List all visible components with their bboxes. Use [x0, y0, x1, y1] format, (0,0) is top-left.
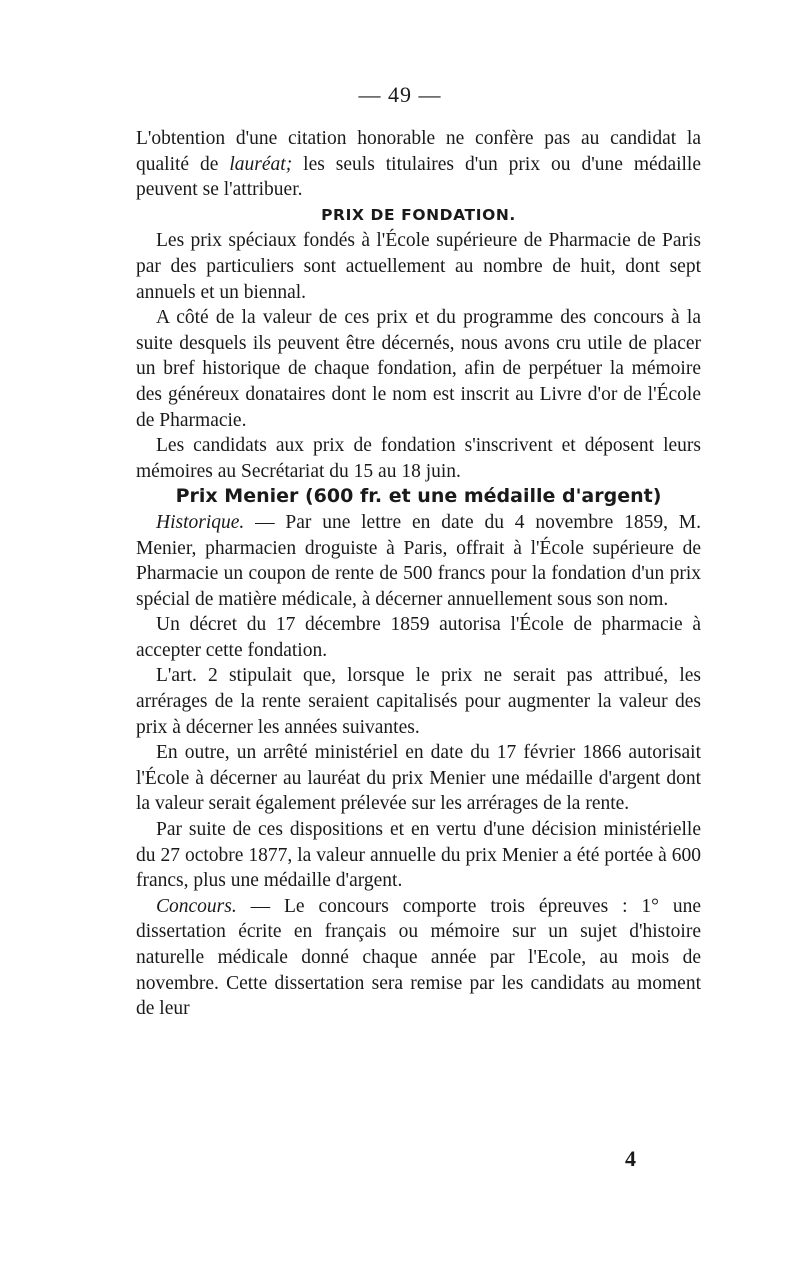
intro-text-b: les seuls titulaires d'un prix ou d'une médaille peuvent se l'attribuer. [136, 153, 702, 201]
fondation-paragraph-2: A côté de la valeur de ces prix et du programme des concours à la suite desquels ils peuvent être décernés, nous avons cru utile de placer un bref historique de chaque fondation, afin de perpétuer la mémoire des généreux donataires dont le nom est inscrit au Livre d'or de l'École de Pharmacie. [136, 307, 701, 431]
fondation-paragraph-1: Les prix spéciaux fondés à l'École supérieure de Pharmacie de Paris par des particuliers sont actuellement au nombre de huit, dont sept annuels et un biennal. [136, 230, 701, 303]
concours-text: — Le concours comporte trois épreuves : 1° une dissertation écrite en français ou mémoire sur un sujet d'histoire naturelle médicale donné chaque année par l'Ecole, au mois de novembre. Cette dissertation sera remise par les candidats au moment de leur [136, 895, 701, 1020]
article-paragraph: L'art. 2 stipulait que, lorsque le prix ne serait pas attribué, les arrérages de la rente seraient capitalisés pour augmenter la valeur des prix à décerner les années suivantes. [136, 665, 701, 738]
intro-paragraph [136, 126, 701, 203]
fondation-paragraph-3: Les candidats aux prix de fondation s'inscrivent et déposent leurs mémoires au Secrétariat du 15 au 18 juin. [136, 435, 701, 482]
arrete-paragraph: En outre, un arrêté ministériel en date du 17 février 1866 autorisait l'École à décerner au lauréat du prix Menier une médaille d'argent dont la valeur serait également prélevée sur les arrérages de la rente. [136, 742, 701, 815]
prix-de-fondation-heading: PRIX DE FONDATION. [321, 205, 516, 224]
historique-label: Historique. [156, 511, 245, 533]
historique-paragraph [136, 510, 701, 612]
decret-paragraph: Un décret du 17 décembre 1859 autorisa l'École de pharmacie à accepter cette fondation. [136, 614, 701, 661]
decision-paragraph: Par suite de ces dispositions et en vertu d'une décision ministérielle du 27 octobre 1877, la valeur annuelle du prix Menier a été portée à 600 francs, plus une médaille d'argent. [136, 819, 701, 892]
prix-menier-heading: Prix Menier (600 fr. et une médaille d'argent) [175, 485, 662, 508]
intro-text-a: L'obtention d'une citation honorable ne confère pas au candidat la qualité de [136, 128, 701, 175]
concours-label: Concours. [156, 895, 237, 917]
page-number: — 49 — [358, 82, 442, 107]
concours-paragraph [136, 894, 701, 1022]
signature-mark: 4 [625, 1146, 636, 1171]
historique-text: — Par une lettre en date du 4 novembre 1859, M. Menier, pharmacien droguiste à Paris, offrait à l'École supérieure de Pharmacie un coupon de rente de 500 francs pour la fondation d'un prix spécial de matière médicale, à décerner annuellement sous son nom. [136, 511, 701, 610]
laureat-term: lauréat; [229, 153, 293, 175]
page-body [136, 126, 701, 1022]
